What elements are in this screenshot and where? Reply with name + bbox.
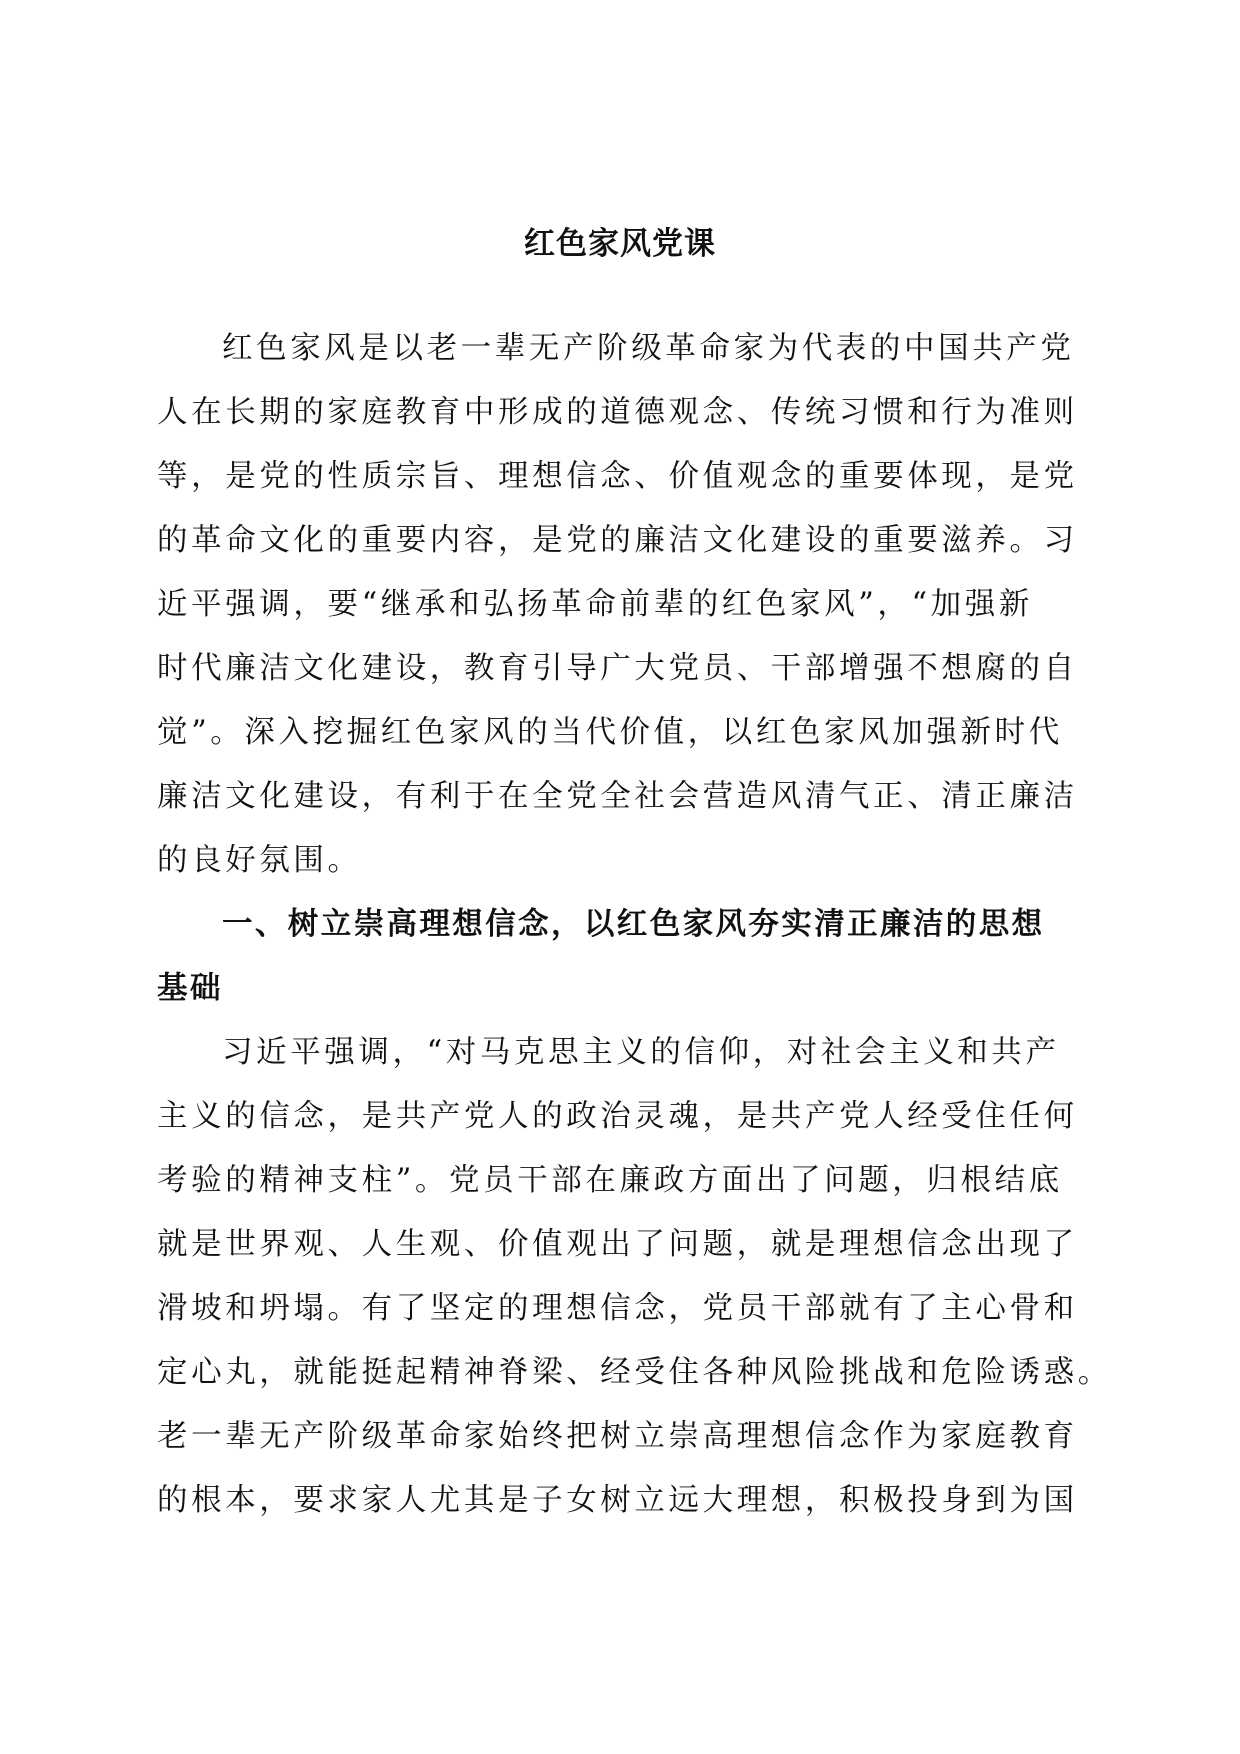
- paragraph-line: 主义的信念，是共产党人的政治灵魂，是共产党人经受住任何: [157, 1099, 1078, 1134]
- paragraph-line: 老一辈无产阶级革命家始终把树立崇高理想信念作为家庭教育: [157, 1419, 1078, 1454]
- paragraph-line: 习近平强调，“对马克思主义的信仰，对社会主义和共产: [222, 1035, 1060, 1070]
- paragraph-line: 考验的精神支柱”。党员干部在廉政方面出了问题，归根结底: [157, 1163, 1063, 1198]
- paragraph-line: 觉”。深入挖掘红色家风的当代价值，以红色家风加强新时代: [157, 715, 1063, 750]
- paragraph-line: 红色家风是以老一辈无产阶级革命家为代表的中国共产党: [222, 331, 1075, 366]
- paragraph-line: 滑坡和坍塌。有了坚定的理想信念，党员干部就有了主心骨和: [157, 1291, 1078, 1326]
- paragraph-line: 就是世界观、人生观、价值观出了问题，就是理想信念出现了: [157, 1227, 1078, 1262]
- paragraph-line: 近平强调，要“继承和弘扬革命前辈的红色家风”，“加强新: [157, 587, 1033, 622]
- section-heading-line: 基础: [157, 971, 223, 1006]
- paragraph-line: 的根本，要求家人尤其是子女树立远大理想，积极投身到为国: [157, 1483, 1078, 1518]
- paragraph-line: 等，是党的性质宗旨、理想信念、价值观念的重要体现，是党: [157, 459, 1078, 494]
- paragraph-line: 的革命文化的重要内容，是党的廉洁文化建设的重要滋养。习: [157, 523, 1078, 558]
- paragraph-line: 定心丸，就能挺起精神脊梁、经受住各种风险挑战和危险诱惑。: [157, 1355, 1112, 1390]
- section-heading-line: 一、树立崇高理想信念，以红色家风夯实清正廉洁的思想: [222, 907, 1045, 942]
- paragraph-line: 人在长期的家庭教育中形成的道德观念、传统习惯和行为准则: [157, 395, 1078, 430]
- paragraph-line: 的良好氛围。: [157, 843, 362, 878]
- paragraph-line: 时代廉洁文化建设，教育引导广大党员、干部增强不想腐的自: [157, 651, 1078, 686]
- paragraph-line: 廉洁文化建设，有利于在全党全社会营造风清气正、清正廉洁: [157, 779, 1078, 814]
- document-title: 红色家风党课: [524, 226, 716, 262]
